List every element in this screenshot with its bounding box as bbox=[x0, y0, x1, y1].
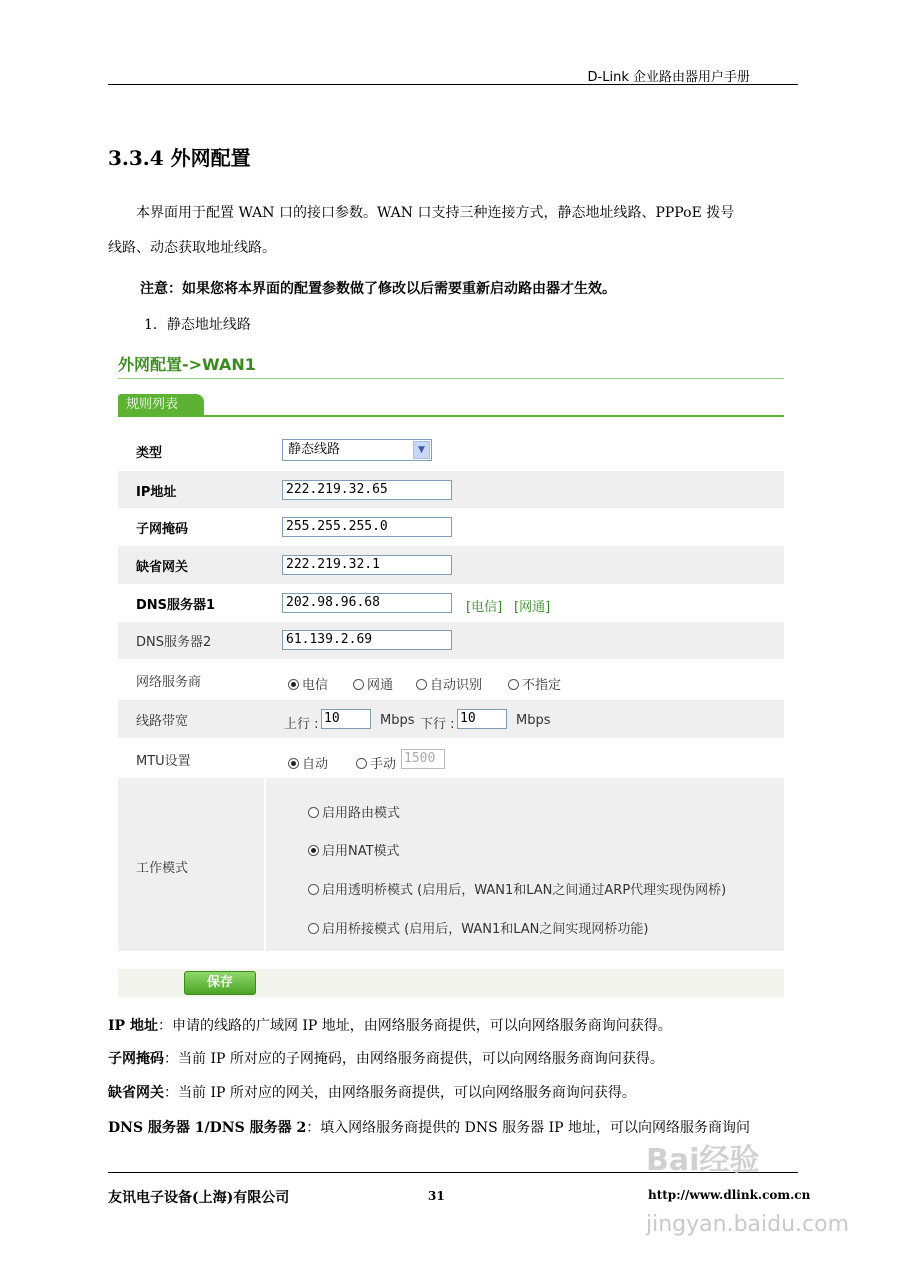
footer-url: http://www.dlink.com.cn bbox=[648, 1188, 811, 1202]
radio-icon[interactable] bbox=[308, 884, 319, 895]
desc-ip: IP 地址：申请的线路的广域网 IP 地址，由网络服务商提供，可以向网络服务商询问获得。 bbox=[108, 1018, 672, 1034]
isp-option-auto[interactable]: 自动识别 bbox=[416, 674, 482, 693]
intro-line-2: 线路、动态获取地址线路。 bbox=[108, 240, 276, 256]
bw-up-unit: Mbps bbox=[380, 713, 415, 728]
tab-rule-list[interactable]: 规则列表 bbox=[118, 394, 204, 416]
isp-option-none[interactable]: 不指定 bbox=[508, 674, 561, 693]
label-gateway: 缺省网关 bbox=[136, 560, 189, 575]
watermark-logo: Bai经验 bbox=[646, 1143, 760, 1178]
gateway-input[interactable]: 222.219.32.1 bbox=[282, 555, 452, 575]
dns-link-telecom[interactable]: [电信] bbox=[466, 600, 503, 615]
chevron-down-icon[interactable]: ▼ bbox=[413, 441, 430, 459]
desc-mask: 子网掩码：当前 IP 所对应的子网掩码，由网络服务商提供，可以向网络服务商询问获得。 bbox=[108, 1051, 664, 1067]
mtu-option-manual[interactable]: 手动 bbox=[356, 753, 396, 772]
mtu-input[interactable]: 1500 bbox=[401, 749, 445, 769]
page-number: 31 bbox=[428, 1189, 445, 1203]
radio-checked-icon[interactable] bbox=[288, 758, 299, 769]
radio-icon[interactable] bbox=[416, 679, 427, 690]
label-dns1: DNS服务器1 bbox=[136, 598, 216, 613]
label-type: 类型 bbox=[136, 446, 163, 461]
mask-input[interactable]: 255.255.255.0 bbox=[282, 517, 452, 537]
dns1-input[interactable]: 202.98.96.68 bbox=[282, 593, 452, 613]
label-ip: IP地址 bbox=[136, 485, 177, 500]
desc-gateway: 缺省网关：当前 IP 所对应的网关，由网络服务商提供，可以向网络服务商询问获得。 bbox=[108, 1085, 636, 1101]
mode-option-bridge[interactable]: 启用桥接模式 (启用后，WAN1和LAN之间实现网桥功能) bbox=[308, 918, 648, 937]
radio-icon[interactable] bbox=[308, 807, 319, 818]
isp-option-netcom[interactable]: 网通 bbox=[353, 674, 393, 693]
radio-icon[interactable] bbox=[353, 679, 364, 690]
label-dns2: DNS服务器2 bbox=[136, 635, 212, 650]
watermark-url: jingyan.baidu.com bbox=[646, 1212, 850, 1237]
radio-checked-icon[interactable] bbox=[308, 845, 319, 856]
intro-line-1: 本界面用于配置 WAN 口的接口参数。WAN 口支持三种连接方式，静态地址线路、PPPoE 拨号 bbox=[136, 205, 735, 221]
mtu-option-auto[interactable]: 自动 bbox=[288, 753, 328, 772]
ui-title-rule bbox=[118, 378, 784, 379]
label-isp: 网络服务商 bbox=[136, 675, 202, 690]
bw-down-unit: Mbps bbox=[516, 713, 551, 728]
footer-company: 友讯电子设备(上海)有限公司 bbox=[108, 1190, 290, 1206]
type-select[interactable] bbox=[282, 439, 432, 461]
save-button[interactable]: 保存 bbox=[184, 971, 256, 995]
config-note: 注意：如果您将本界面的配置参数做了修改以后需要重新启动路由器才生效。 bbox=[140, 281, 616, 297]
header-rule bbox=[108, 84, 798, 85]
label-mtu: MTU设置 bbox=[136, 754, 191, 769]
list-item-static: 1．静态地址线路 bbox=[144, 317, 251, 333]
bw-down-label: 下行 : bbox=[420, 717, 455, 732]
label-bandwidth: 线路带宽 bbox=[136, 714, 189, 729]
mode-option-transparent-bridge[interactable]: 启用透明桥模式 (启用后，WAN1和LAN之间通过ARP代理实现伪网桥) bbox=[308, 879, 726, 898]
label-mask: 子网掩码 bbox=[136, 522, 189, 537]
desc-dns: DNS 服务器 1/DNS 服务器 2：填入网络服务商提供的 DNS 服务器 IP 地址，可以向网络服务商询问 bbox=[108, 1120, 751, 1136]
radio-icon[interactable] bbox=[356, 758, 367, 769]
isp-option-telecom[interactable]: 电信 bbox=[288, 674, 328, 693]
dns2-input[interactable]: 61.139.2.69 bbox=[282, 630, 452, 650]
ui-page-title: 外网配置->WAN1 bbox=[118, 355, 256, 374]
section-title: 3.3.4 外网配置 bbox=[108, 146, 251, 170]
dns-link-netcom[interactable]: [网通] bbox=[514, 600, 551, 615]
mode-option-nat[interactable]: 启用NAT模式 bbox=[308, 840, 400, 859]
label-work-mode: 工作模式 bbox=[136, 861, 189, 876]
tab-rule bbox=[118, 415, 784, 417]
radio-icon[interactable] bbox=[308, 923, 319, 934]
mode-option-routing[interactable]: 启用路由模式 bbox=[308, 802, 400, 821]
radio-checked-icon[interactable] bbox=[288, 679, 299, 690]
bw-down-input[interactable]: 10 bbox=[457, 709, 507, 729]
header-title: D-Link 企业路由器用户手册 bbox=[587, 70, 750, 85]
radio-icon[interactable] bbox=[508, 679, 519, 690]
bw-up-label: 上行 : bbox=[284, 717, 319, 732]
bw-up-input[interactable]: 10 bbox=[321, 709, 371, 729]
type-select-value: 静态线路 bbox=[288, 442, 341, 457]
ip-input[interactable]: 222.219.32.65 bbox=[282, 480, 452, 500]
